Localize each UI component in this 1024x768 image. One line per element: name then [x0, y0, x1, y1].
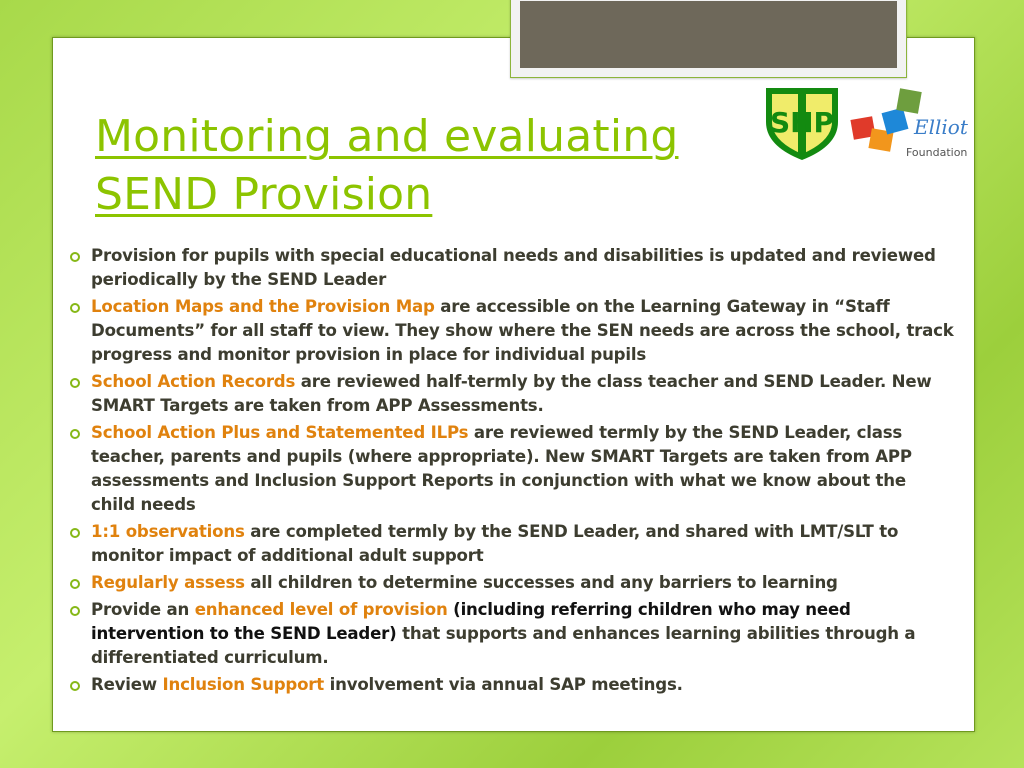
title-line-2: SEND Provision — [95, 169, 433, 220]
bullet-icon — [70, 252, 80, 262]
highlight-text: Regularly assess — [91, 573, 245, 592]
logos — [764, 84, 974, 164]
bullet-text: (including referring children who may need intervention to the SEND Leader) — [91, 600, 851, 643]
elliot-foundation-logo — [850, 88, 968, 159]
bullet-icon — [70, 528, 80, 538]
bullet-icon — [70, 681, 80, 691]
svg-text:Elliot: Elliot — [914, 115, 968, 139]
bullet-item — [70, 370, 955, 418]
bullet-icon — [70, 303, 80, 313]
highlight-text: Location Maps and the Provision Map — [91, 297, 435, 316]
slide-title — [95, 108, 679, 224]
highlight-text: Inclusion Support — [162, 675, 325, 694]
bullet-icon — [70, 378, 80, 388]
bullet-text: Provide an — [91, 600, 195, 619]
bullet-text: are completed termly by the SEND Leader, and shared with LMT/SLT to monitor impact of additional adult support — [91, 522, 899, 565]
svg-text:Foundation: Foundation — [906, 146, 968, 159]
highlight-text: 1:1 observations — [91, 522, 245, 541]
bullet-text: involvement via annual SAP meetings. — [324, 675, 683, 694]
bullet-text: that supports and enhances learning abilities through a differentiated curriculum. — [91, 624, 916, 667]
bullet-item — [70, 571, 955, 595]
bullet-text: Review — [91, 675, 163, 694]
bullet-item — [70, 673, 955, 697]
bullet-icon — [70, 579, 80, 589]
bullet-icon — [70, 606, 80, 616]
highlight-text: enhanced level of provision — [194, 600, 448, 619]
bullet-item — [70, 244, 955, 292]
svg-text:SHP: SHP — [769, 106, 835, 139]
header-tab-fill — [520, 1, 897, 68]
bullet-text: are reviewed termly by the SEND Leader, class teacher, parents and pupils (where appropriate). New SMART Targets are taken from APP assessments and Inclusion Support Reports in conjunction with what we know about the child needs — [91, 423, 912, 514]
bullet-item — [70, 421, 955, 517]
bullet-item — [70, 295, 955, 367]
bullet-text: all children to determine successes and any barriers to learning — [244, 573, 838, 592]
bullet-icon — [70, 429, 80, 439]
bullet-text: are reviewed half-termly by the class teacher and SEND Leader. New SMART Targets are taken from APP Assessments. — [91, 372, 932, 415]
header-tab — [510, 0, 907, 78]
title-line-1: Monitoring and evaluating — [95, 111, 679, 162]
school-crest-logo — [766, 88, 838, 160]
bullet-list — [70, 244, 955, 700]
highlight-text: School Action Records — [91, 372, 296, 391]
bullet-text: Provision for pupils with special educational needs and disabilities is updated and reviewed periodically by the SEND Leader — [91, 246, 936, 289]
bullet-item — [70, 598, 955, 670]
bullet-text: are accessible on the Learning Gateway in “Staff Documents” for all staff to view. They show where the SEN needs are across the school, track progress and monitor provision in place for individual pupils — [91, 297, 954, 364]
bullet-item — [70, 520, 955, 568]
highlight-text: School Action Plus and Statemented ILPs — [91, 423, 469, 442]
